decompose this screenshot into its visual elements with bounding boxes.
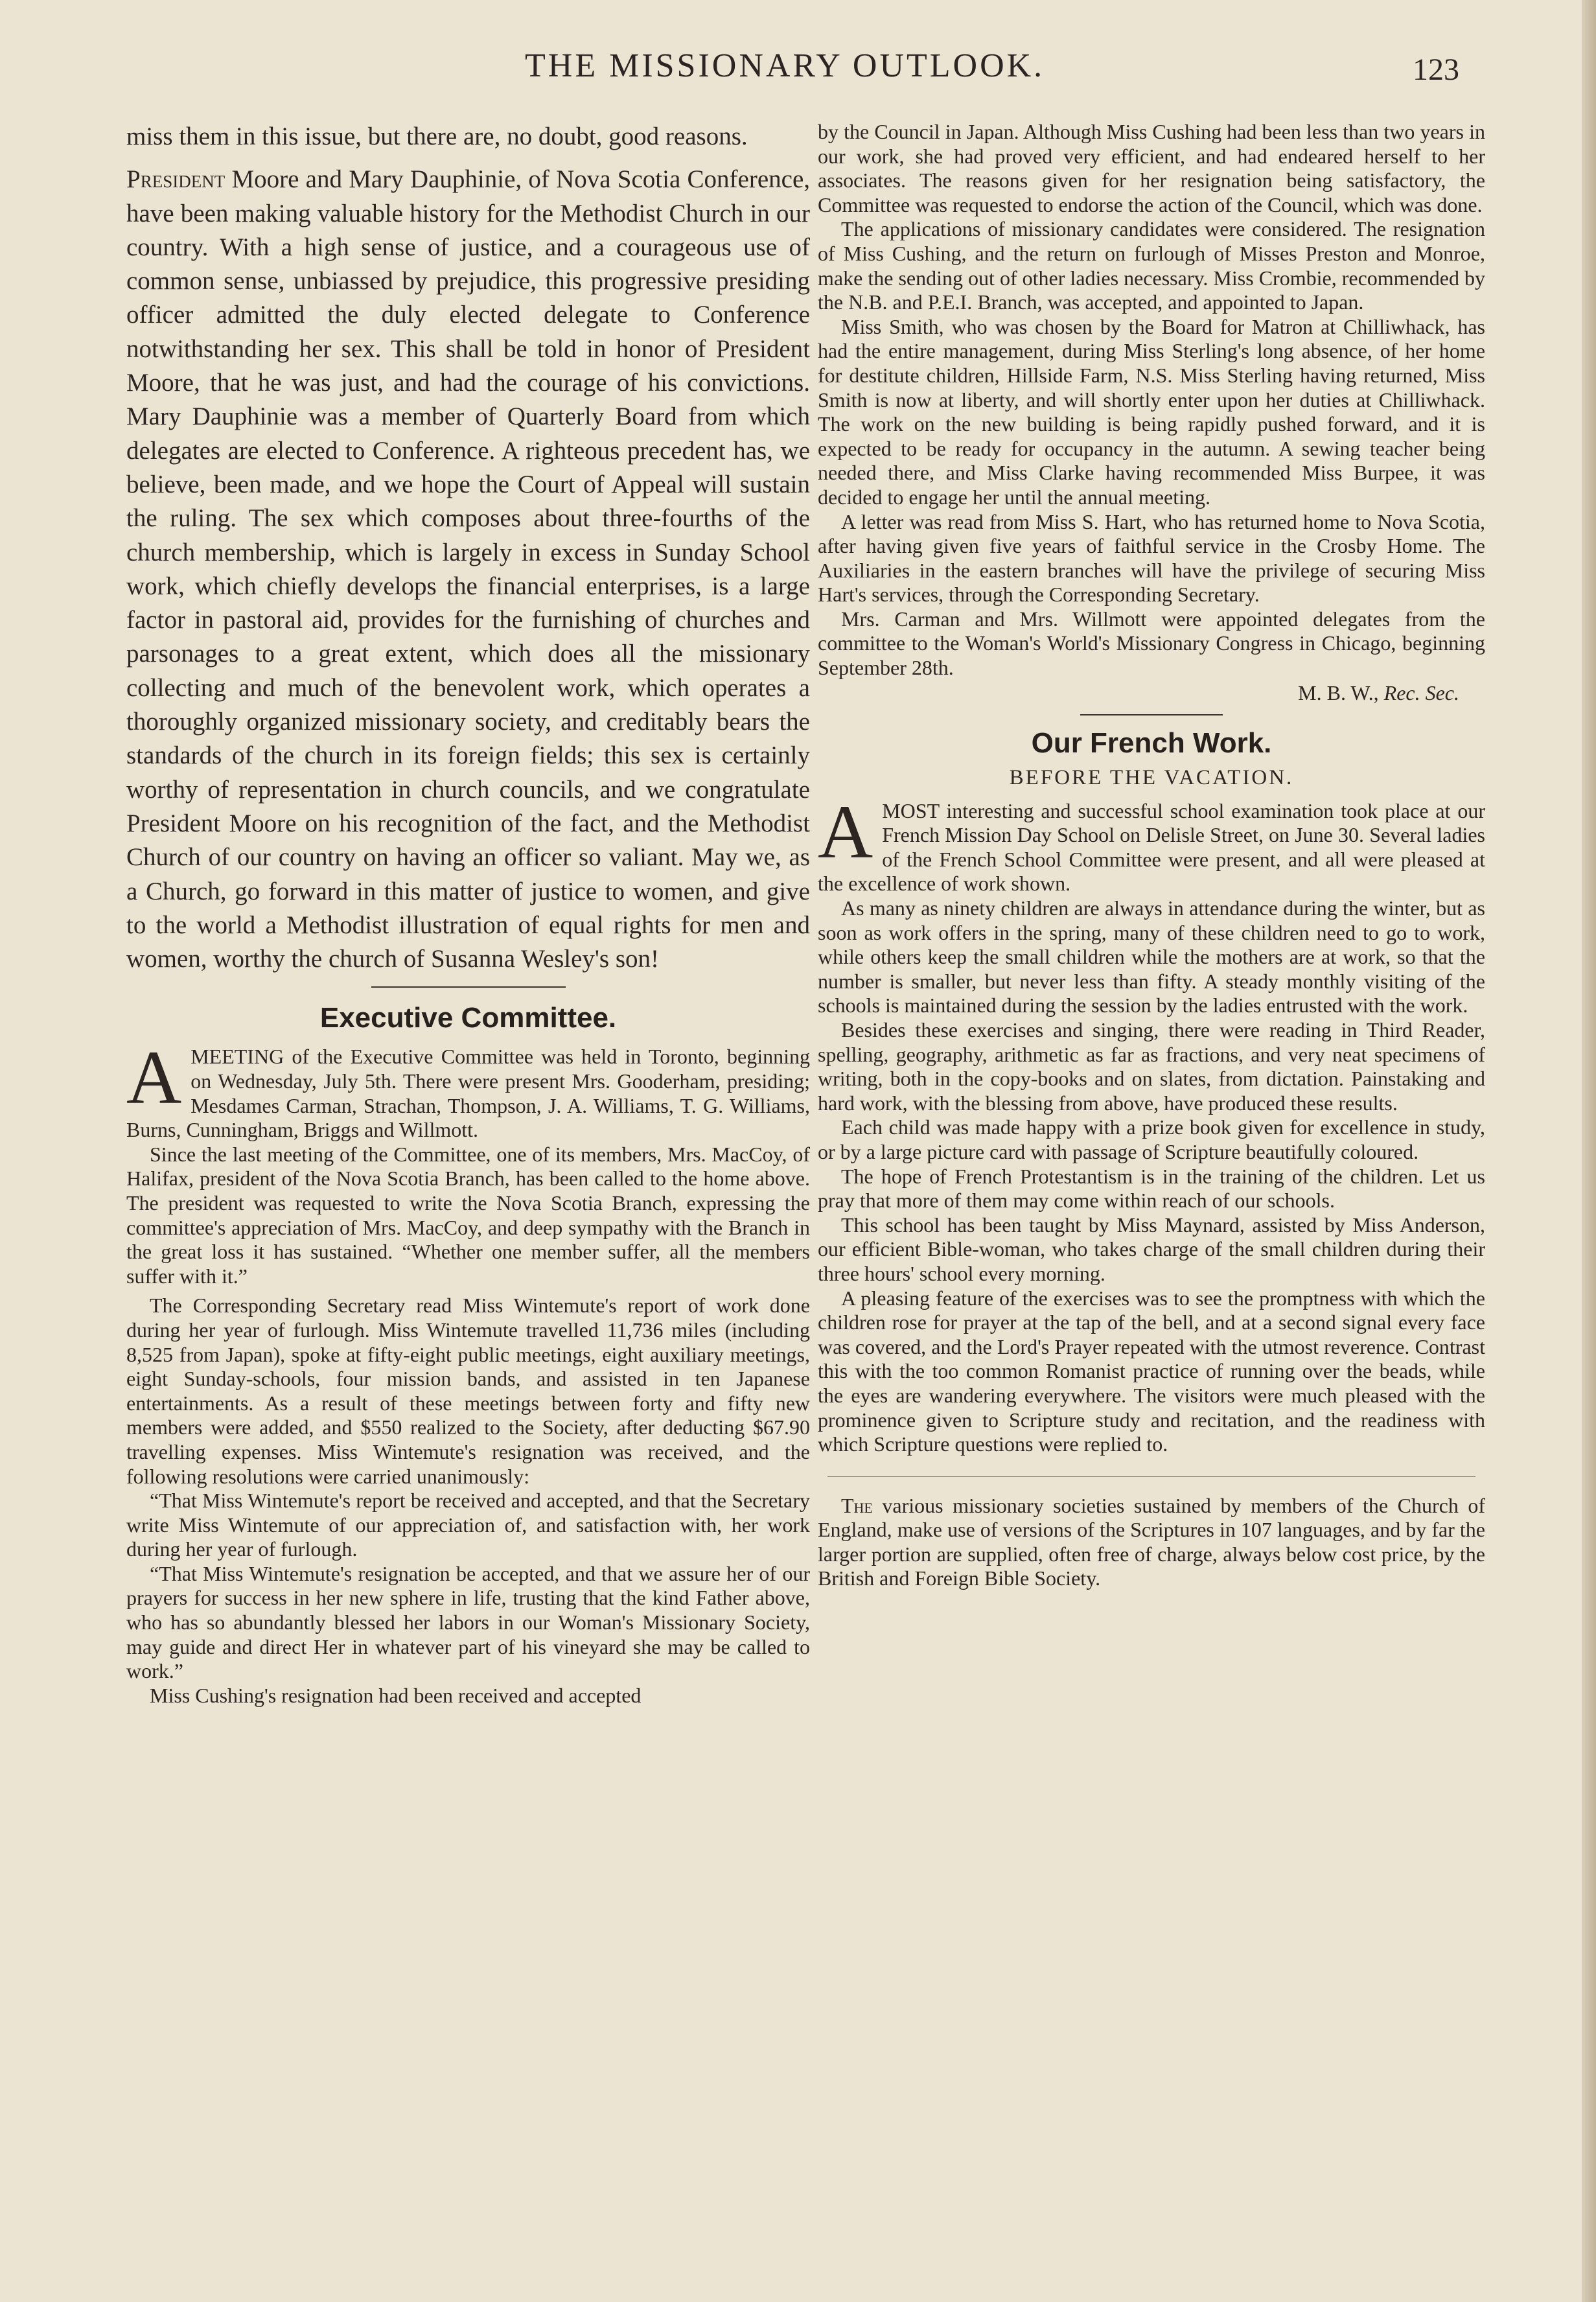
section-divider xyxy=(827,1476,1475,1477)
right-p2: The applications of missionary candidates were considered. The resignation of Miss Cushing, and the return on furlough of Misses Preston and Monroe, make the sending out of other ladies necessary. Miss Crombie, recommended by the N.B. and P.E.I. Branch, was accepted, and appointed to Japan. xyxy=(818,217,1485,314)
right-p4: A letter was read from Miss S. Hart, who has returned home to Nova Scotia, after having given five years of faithful service in the Crosby Home. The Auxiliaries in the eastern branches will have the privilege of securing Miss Hart's services, through the Corresponding Secretary. xyxy=(818,509,1485,607)
closing-lead: The xyxy=(841,1493,873,1517)
left-column xyxy=(126,113,810,1708)
executive-heading: Executive Committee. xyxy=(319,1002,617,1034)
page-edge xyxy=(1582,0,1596,2302)
editorial-lead: President xyxy=(126,165,226,194)
french-p5: The hope of French Protestantism is in the training of the children. Let us pray that more of them may come within reach of our schools. xyxy=(818,1164,1485,1213)
french-p1: MOST interesting and successful school examination took place at our French Mission Day School on Delisle Street, on June 30. Several ladies of the French School Committee were present, and all were pleased at the excellence of work shown. xyxy=(818,798,1485,896)
recording-secretary-signature xyxy=(818,680,1485,705)
exec-p5: “That Miss Wintemute's resignation be accepted, and that we assure her of our prayers for success in her new sphere in life, trusting that the kind Father above, who has so abundantly blessed her labors in our Woman's Missionary Society, may guide and direct Her in whatever part of his vineyard she may be called to work.” xyxy=(126,1561,810,1683)
editorial-body: Moore and Mary Dauphinie, of Nova Scotia Conference, have been making valuable history for the Methodist Church in our country. With a high sense of justice, and a courageous use of common sense, unbiassed by prejudice, this progressive presiding officer admitted the duly elected delegate to Conference notwithstanding her sex. This shall be told in honor of President Moore, that he was just, and had the courage of his convictions. Mary Dauphinie was a member of Quarterly Board from which delegates are elected to Conference. A righteous precedent has, we believe, been made, and we hope the Court of Appeal will sustain the ruling. The sex which composes about three-fourths of the church membership, which is largely in excess in Sunday School work, which chiefly develops the financial enterprises, is a large factor in pastoral aid, provides for the furnishing of churches and parsonages to a great extent, which does all the missionary collecting and much of the benevolent work, which operates a thoroughly organized missionary society, and creditably bears the standards of the church in its foreign fields; this sex is certainly worthy of representation in church councils, and we congratulate President Moore on his recognition of the fact, and the Methodist Church of our country on having an officer so valiant. May we, as a Church, go forward in this matter of justice to women, and give to the world a Methodist illustration of equal rights for men and women, worthy the church of Susanna Wesley's son! xyxy=(126,165,811,973)
running-head xyxy=(0,47,1596,92)
editorial-paragraph xyxy=(126,163,810,976)
running-title: THE MISSIONARY OUTLOOK. xyxy=(525,47,1045,84)
right-p3: Miss Smith, who was chosen by the Board for Matron at Chilliwhack, has had the entire management, during Miss Sterling's long absence, of her home for destitute children, Hillside Farm, N.S. Miss Sterling having returned, Miss Smith is now at liberty, and will shortly enter upon her duties at Chilliwhack. The work on the new building is being rapidly pushed forward, and it is expected to be ready for occupancy in the autumn. A sewing teacher being needed there, and Miss Clarke having recommended Miss Burpee, it was decided to engage her until the annual meeting. xyxy=(818,314,1485,509)
french-p2: As many as ninety children are always in attendance during the winter, but as soon as work offers in the spring, many of these children need to go to work, while others keep the small children while the mothers are at work, so that the number is smaller, but never less than fifty. A steady monthly visiting of the schools is maintained during the session by the ladies entrusted with the work. xyxy=(818,896,1485,1017)
exec-p1: MEETING of the Executive Committee was held in Toronto, beginning on Wednesday, July 5th. There were present Mrs. Gooderham, presiding; Mesdames Carman, Strachan, Thompson, J. A. Williams, T. G. Williams, Burns, Cunningham, Briggs and Willmott. xyxy=(126,1045,810,1142)
executive-article xyxy=(126,1035,810,1708)
french-p6: This school has been taught by Miss Maynard, assisted by Miss Anderson, our efficient Bible-woman, who takes charge of the small children during their three hours' school every morning. xyxy=(818,1213,1485,1285)
signature-title: Rec. Sec. xyxy=(1383,680,1459,704)
french-work-subheading: BEFORE THE VACATION. xyxy=(1009,765,1294,789)
page-number: 123 xyxy=(1413,52,1459,87)
french-p4: Each child was made happy with a prize book given for excellence in study, or by a large picture card with passage of Scripture beautifully coloured. xyxy=(818,1115,1485,1163)
exec-p6: Miss Cushing's resignation had been received and accepted xyxy=(150,1683,642,1707)
intro-paragraph: miss them in this issue, but there are, no doubt, good reasons. xyxy=(126,122,748,150)
section-divider xyxy=(1080,714,1223,715)
signature-name: M. B. W., xyxy=(1298,680,1379,704)
exec-first-paragraph xyxy=(126,1035,810,1142)
closing-paragraph xyxy=(818,1494,1485,1591)
french-first-paragraph xyxy=(818,789,1485,896)
right-column xyxy=(818,120,1485,1591)
closing-body: various missionary societies sustained by members of the Church of England, make use of versions of the Scriptures in 107 languages, and by far the larger portion are supplied, often free of charge, always below cost price, by the British and Foreign Bible Society. xyxy=(818,1493,1486,1590)
exec-p3: The Corresponding Secretary read Miss Wintemute's report of work done during her year of furlough. Miss Wintemute travelled 11,736 miles (including 8,525 from Japan), spoke at fifty-eight public meetings, eight auxiliary meetings, eight Sunday-schools, four mission bands, and assisted in ten Japanese entertainments. As a result of these meetings between forty and fifty new members were added, and $550 realized to the Society, after deducting $67.90 travelling expenses. Miss Wintemute's resignation was received, and the following resolutions were carried unanimously: xyxy=(126,1294,810,1488)
drop-cap: A xyxy=(126,1035,182,1121)
exec-p4: “That Miss Wintemute's report be received and accepted, and that the Secretary write Miss Wintemute of our appreciation of, and satisfaction with, her work during her year of furlough. xyxy=(126,1489,810,1561)
right-p5: Mrs. Carman and Mrs. Willmott were appointed delegates from the committee to the Woman's World's Missionary Congress in Chicago, beginning September 28th. xyxy=(818,607,1485,680)
french-work-heading: Our French Work. xyxy=(1031,727,1272,759)
french-p3: Besides these exercises and singing, there were reading in Third Reader, spelling, geography, arithmetic as far as fractions, and very neat specimens of writing, both in the copy-books and on slates, from dictation. Painstaking and hard work, with the blessing from above, have produced these results. xyxy=(818,1018,1485,1115)
french-article xyxy=(818,789,1485,1457)
drop-cap: A xyxy=(818,789,873,874)
section-divider xyxy=(371,986,566,988)
exec-p2: Since the last meeting of the Committee, one of its members, Mrs. MacCoy, of Halifax, president of the Nova Scotia Branch, has been called to the home above. The president was requested to write the Nova Scotia Branch, expressing the committee's appreciation of Mrs. MacCoy, and deep sympathy with the Branch in the great loss it has sustained. “Whether one member suffer, all the members suffer with it.” xyxy=(126,1142,810,1288)
french-p7: A pleasing feature of the exercises was to see the promptness with which the children rose for prayer at the tap of the bell, and at a second signal every face was covered, and the Lord's Prayer repeated with the utmost reverence. Contrast this with the too common Romanist practice of running over the beads, while the eyes are wandering everywhere. The visitors were much pleased with the prominence given to Scripture study and recitation, and the readiness with which Scripture questions were replied to. xyxy=(818,1286,1485,1456)
right-p1: by the Council in Japan. Although Miss Cushing had been less than two years in our work, she had proved very efficient, and had endeared herself to her associates. The reasons given for her resignation being satisfactory, the Committee was requested to endorse the action of the Council, which was done. xyxy=(818,120,1485,216)
